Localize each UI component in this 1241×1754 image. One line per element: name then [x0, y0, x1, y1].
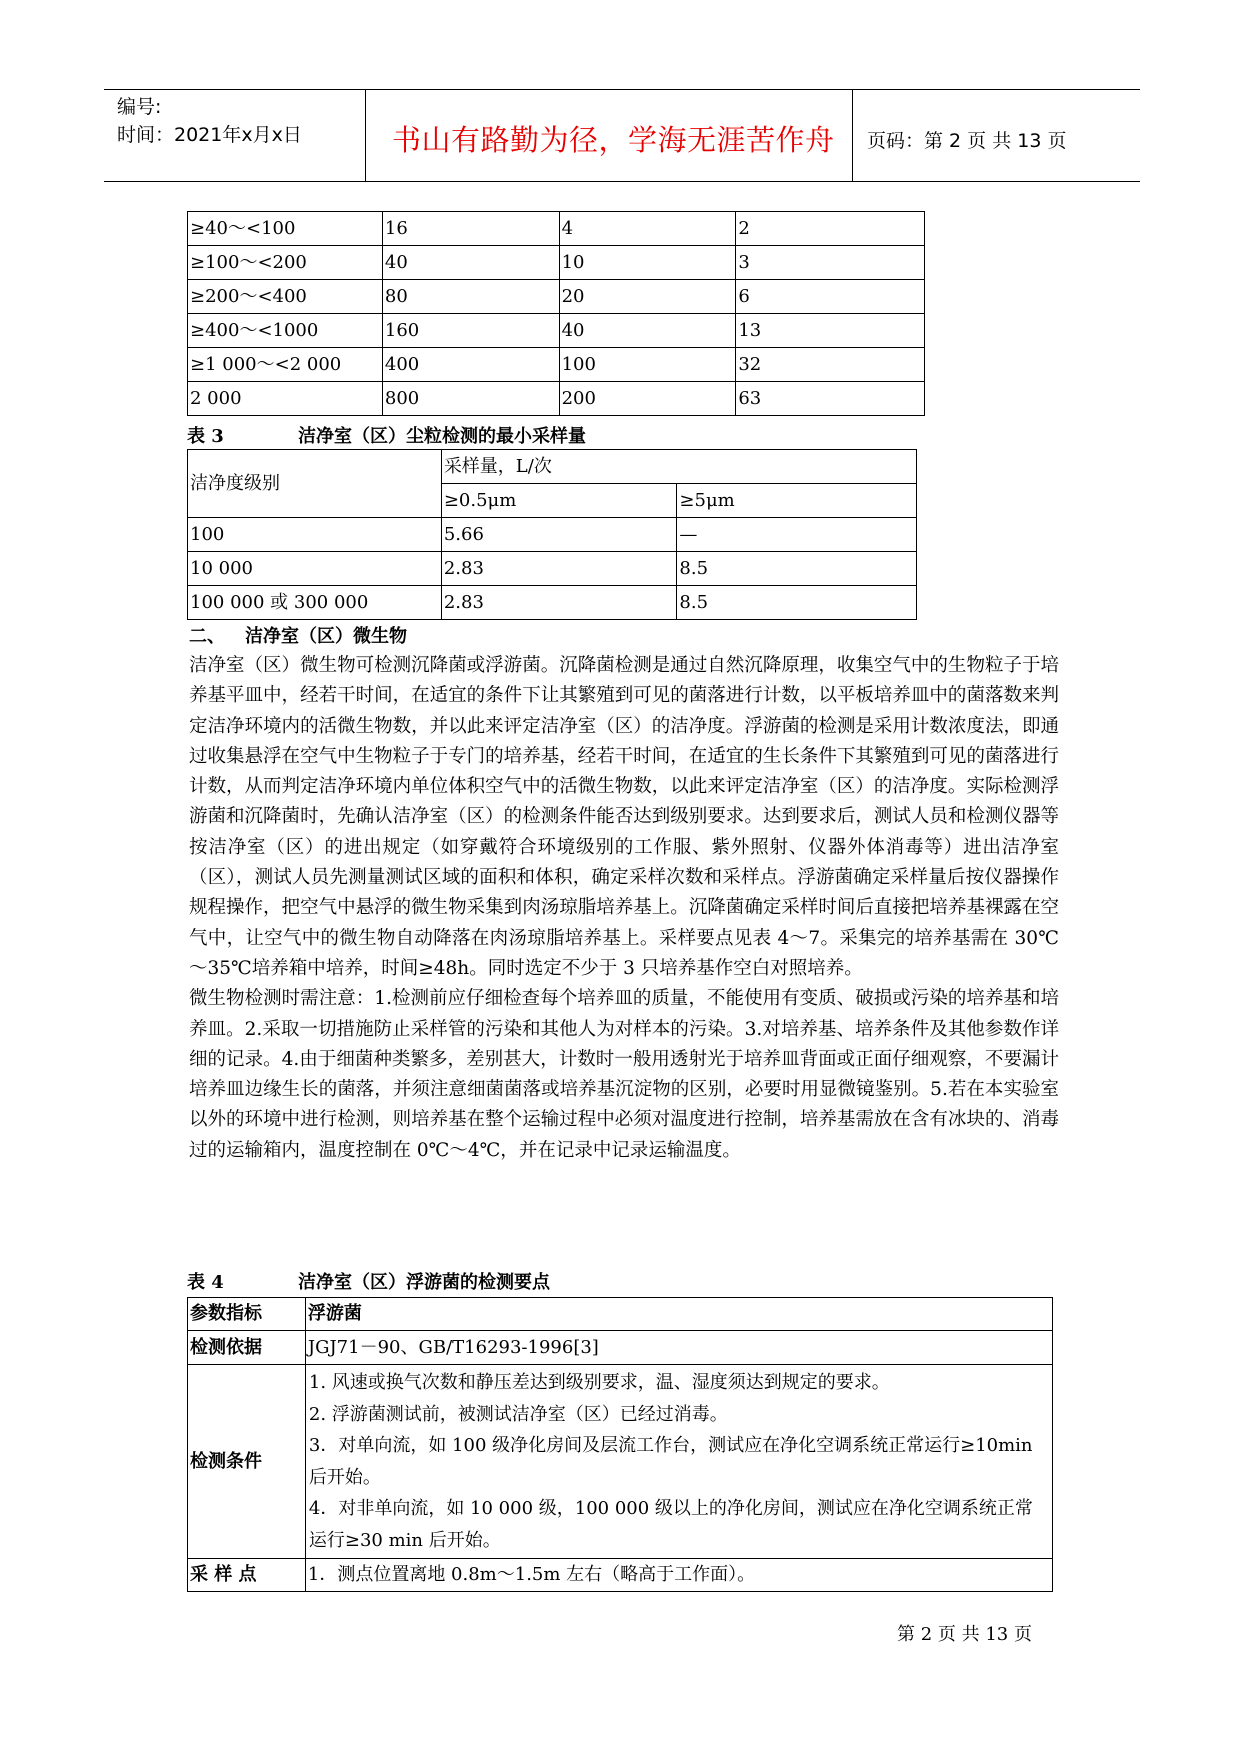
header-divider-right	[852, 90, 853, 182]
header-divider-left	[365, 90, 366, 182]
condition-item: 2. 浮游菌测试前，被测试洁净室（区）已经过消毒。	[308, 1403, 728, 1425]
table-cell: ≥100～<200	[188, 246, 383, 280]
table4-caption-no: 表 4	[187, 1272, 224, 1293]
table-cell: 5.66	[441, 518, 677, 552]
table4-value-parameter: 浮游菌	[305, 1298, 1052, 1331]
header-page-label: 页码：第 2 页 共 13 页	[867, 130, 1067, 152]
condition-item: 4．对非单向流，如 10 000 级，100 000 级以上的净化房间，测试应在净化空调系统正常运行≥30 min 后开始。	[308, 1498, 1033, 1551]
table-cell: 10	[559, 246, 736, 280]
table-row	[188, 314, 925, 348]
table-row	[188, 518, 917, 552]
table-cell: 100 000 或 300 000	[188, 586, 442, 620]
doc-number-label: 编号:	[117, 96, 162, 118]
table4-caption-title: 洁净室（区）浮游菌的检测要点	[298, 1272, 550, 1293]
table4	[187, 1297, 1053, 1592]
section2-body	[189, 651, 1059, 1166]
table-cell: 32	[736, 348, 925, 382]
table3-header-sample: 采样量，L/次	[441, 450, 916, 484]
table-cell: 8.5	[677, 586, 917, 620]
condition-item: 1. 风速或换气次数和静压差达到级别要求，温、湿度须达到规定的要求。	[308, 1372, 890, 1393]
table-cell: 100	[188, 518, 442, 552]
table3	[187, 449, 917, 620]
table-cell: 6	[736, 280, 925, 314]
table-cell: 4	[559, 212, 736, 246]
section2-heading-title: 洁净室（区）微生物	[245, 626, 407, 647]
table-cell: 80	[382, 280, 559, 314]
table-cell: 2	[736, 212, 925, 246]
table4-label-sampling-point: 采 样 点	[188, 1559, 306, 1592]
table-cell: 2.83	[441, 586, 677, 620]
table3-caption-no: 表 3	[187, 426, 224, 447]
table-cell: 40	[559, 314, 736, 348]
table-cell: ≥400～<1000	[188, 314, 383, 348]
table-row	[188, 348, 925, 382]
doc-time-label: 时间：2021年x月x日	[117, 124, 302, 146]
table-cell: 800	[382, 382, 559, 416]
table-row	[188, 212, 925, 246]
header-motto: 书山有路勤为径，学海无涯苦作舟	[392, 123, 835, 157]
table-continued	[187, 211, 925, 416]
table-cell: ≥40～<100	[188, 212, 383, 246]
table4-label-conditions: 检测条件	[188, 1365, 306, 1559]
table-cell: 10 000	[188, 552, 442, 586]
table-row	[188, 280, 925, 314]
table3-subheader-05: ≥0.5μm	[441, 484, 677, 518]
condition-item: 3．对单向流，如 100 级净化房间及层流工作台，测试应在净化空调系统正常运行≥10min 后开始。	[308, 1435, 1033, 1488]
table-cell: 40	[382, 246, 559, 280]
table-cell: 400	[382, 348, 559, 382]
section2-paragraph-2: 微生物检测时需注意：1.检测前应仔细检查每个培养皿的质量，不能使用有变质、破损或污染的培养基和培养皿。2.采取一切措施防止采样管的污染和其他人为对样本的污染。3.对培养基、培养条件及其他参数作详细的记录。4.由于细菌种类繁多，差别甚大，计数时一般用透射光于培养皿背面或正面仔细观察，不要漏计培养皿边缘生长的菌落，并须注意细菌菌落或培养基沉淀物的区别，必要时用显微镜鉴别。5.若在本实验室以外的环境中进行检测，则培养基在整个运输过程中必须对温度进行控制，培养基需放在含有冰块的、消毒过的运输箱内，温度控制在 0℃～4℃，并在记录中记录运输温度。	[189, 988, 1059, 1161]
table-cell: ≥200～<400	[188, 280, 383, 314]
table-cell: 2.83	[441, 552, 677, 586]
table3-caption-title: 洁净室（区）尘粒检测的最小采样量	[298, 426, 586, 447]
table4-label-parameter: 参数指标	[188, 1298, 306, 1331]
table-cell: 160	[382, 314, 559, 348]
table-cell: 63	[736, 382, 925, 416]
table3-subheader-5: ≥5μm	[677, 484, 917, 518]
table-cell: 2 000	[188, 382, 383, 416]
table4-label-basis: 检测依据	[188, 1331, 306, 1365]
table-row	[188, 382, 925, 416]
table-row	[188, 552, 917, 586]
section2-paragraph-1: 洁净室（区）微生物可检测沉降菌或浮游菌。沉降菌检测是通过自然沉降原理，收集空气中的生物粒子于培养基平皿中，经若干时间，在适宜的条件下让其繁殖到可见的菌落进行计数，以平板培养皿中的菌落数来判定洁净环境内的活微生物数，并以此来评定洁净室（区）的洁净度。浮游菌的检测是采用计数浓度法，即通过收集悬浮在空气中生物粒子于专门的培养基，经若干时间，在适宜的生长条件下其繁殖到可见的菌落进行计数，从而判定洁净环境内单位体积空气中的活微生物数，以此来评定洁净室（区）的洁净度。实际检测浮游菌和沉降菌时，先确认洁净室（区）的检测条件能否达到级别要求。达到要求后，测试人员和检测仪器等按洁净室（区）的进出规定（如穿戴符合环境级别的工作服、紫外照射、仪器外体消毒等）进出洁净室（区），测试人员先测量测试区域的面积和体积，确定采样次数和采样点。浮游菌确定采样量后按仪器操作规程操作，把空气中悬浮的微生物采集到肉汤琼脂培养基上。沉降菌确定采样时间后直接把培养基裸露在空气中，让空气中的微生物自动降落在肉汤琼脂培养基上。采样要点见表 4～7。采集完的培养基需在 30℃～35℃培养箱中培养，时间≥48h。同时选定不少于 3 只培养基作空白对照培养。	[189, 655, 1059, 979]
table3-header-class: 洁净度级别	[188, 450, 442, 518]
section2-heading-no: 二、	[189, 626, 225, 647]
table-cell: 3	[736, 246, 925, 280]
footer-page-number: 第 2 页 共 13 页	[897, 1624, 1032, 1645]
table4-value-conditions	[305, 1365, 1052, 1559]
table-cell: 200	[559, 382, 736, 416]
table-cell: 20	[559, 280, 736, 314]
table-cell: ≥1 000～<2 000	[188, 348, 383, 382]
table-cell: 16	[382, 212, 559, 246]
table-row	[188, 246, 925, 280]
table4-value-sampling-point: 1．测点位置离地 0.8m～1.5m 左右（略高于工作面）。	[305, 1559, 1052, 1592]
table-cell: —	[677, 518, 917, 552]
table-cell: 8.5	[677, 552, 917, 586]
table4-value-basis: JGJ71－90、GB/T16293-1996[3]	[305, 1331, 1052, 1365]
table-row	[188, 586, 917, 620]
table-cell: 100	[559, 348, 736, 382]
header-bottom-rule	[104, 181, 1140, 182]
header-top-rule	[104, 89, 1140, 90]
table-cell: 13	[736, 314, 925, 348]
